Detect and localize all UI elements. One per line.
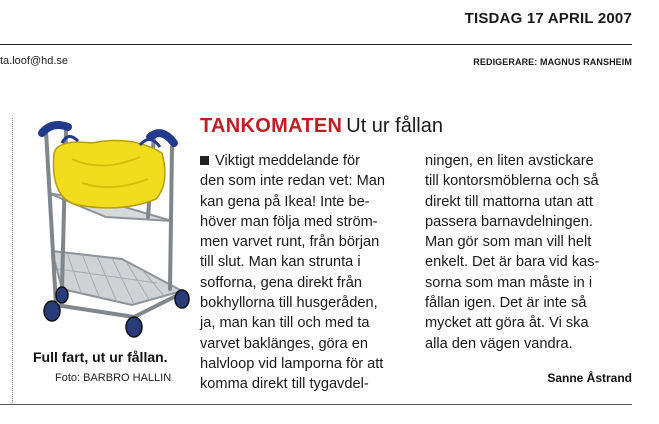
text-line: varvet baklänges, göra en [200, 335, 368, 352]
text-line: till slut. Man kan strunta i [200, 254, 361, 271]
text-line: passera barnavdelningen. [425, 213, 593, 230]
text-line: ningen, en liten avstickare [425, 153, 594, 169]
header-rule [0, 44, 632, 45]
text-line: alla den vägen vandra. [425, 335, 573, 352]
photo-credit: Foto: BARBRO HALLIN [55, 372, 172, 384]
text-line: direkt till mattorna utan att [425, 193, 593, 210]
article-column-1 [200, 151, 412, 395]
text-line: enkelt. Det är bara vid kas- [425, 254, 600, 271]
text-line: komma direkt till tygavdel- [200, 376, 369, 393]
text-line: ja, man kan till och med ta [200, 315, 370, 332]
text-line: bokhyllorna till husgeråden, [200, 295, 378, 312]
text-line: fållan igen. Det är inte så [425, 295, 587, 312]
footer-rule [0, 404, 632, 405]
text-line: den som inte redan vet: Man [200, 173, 385, 190]
headline-text: Ut ur fållan [346, 115, 443, 137]
text-line: men varvet runt, från början [200, 234, 380, 251]
shopping-cart-photo [22, 113, 194, 345]
text-line: sofforna, gena direkt från [200, 274, 362, 291]
column-kicker: TANKOMATEN [200, 115, 343, 137]
article-headline [200, 115, 443, 138]
text-line: Man gör som man vill helt [425, 234, 592, 251]
text-line: sorna som man måste in i [425, 274, 593, 291]
editor-line: REDIGERARE: MAGNUS RANSHEIM [473, 57, 632, 67]
article-column-2 [425, 151, 633, 354]
text-line: mycket att göra åt. Vi ska [425, 315, 589, 332]
text-line: kan gena på Ikea! Inte be- [200, 193, 370, 210]
bullet-square-icon [200, 156, 209, 165]
photo-caption: Full fart, ut ur fållan. [33, 349, 168, 365]
text-line: halvloop vid lamporna för att [200, 355, 384, 372]
text-line: höver man följa med ström- [200, 213, 378, 230]
author-email: ta.loof@hd.se [0, 55, 69, 67]
author-signature: Sanne Åstrand [547, 371, 632, 385]
publication-date: TISDAG 17 APRIL 2007 [464, 10, 632, 27]
text-line: Viktigt meddelande för [200, 151, 412, 171]
dotted-divider [12, 118, 13, 403]
text-line: till kontorsmöblerna och så [425, 173, 599, 190]
